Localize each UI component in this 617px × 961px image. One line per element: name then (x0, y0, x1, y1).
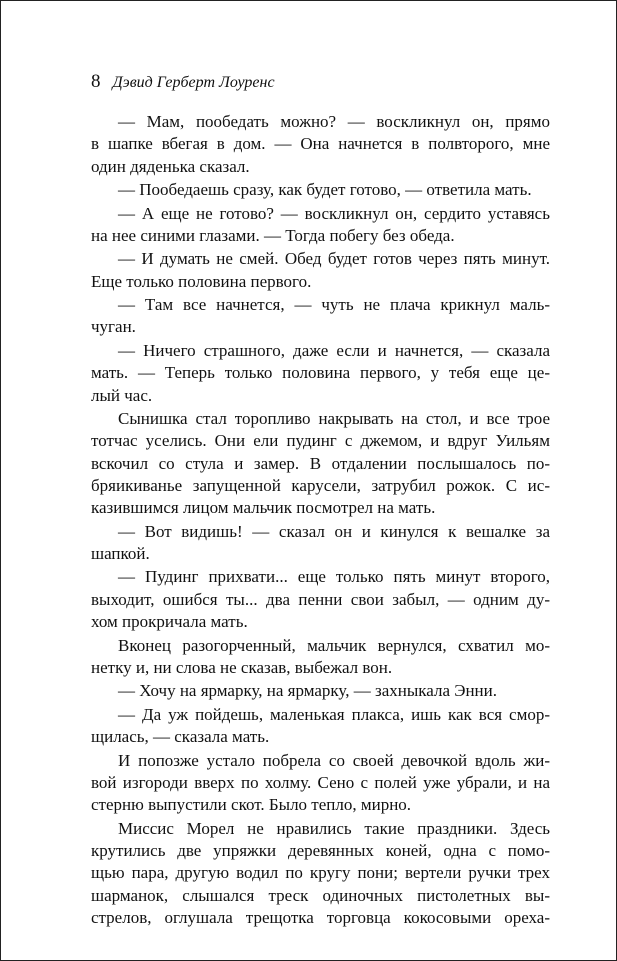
paragraph (91, 818, 550, 929)
paragraph (91, 340, 550, 407)
text-line: щилась, — сказала мать. (91, 727, 270, 747)
text-line: на нее синими глазами. — Тогда побегу без обеда. (91, 225, 455, 245)
paragraph (91, 750, 550, 817)
text-line: тотчас уселись. Они ели пудинг с джемом, и вдруг Уильям (91, 431, 550, 451)
paragraph (91, 179, 550, 201)
paragraph (91, 111, 550, 178)
text-line: — Хочу на ярмарку, на ярмарку, — захныкала Энни. (118, 681, 498, 701)
text-line: выходит, ошибся ты... два пенни свои забыл, — одним ду- (91, 589, 550, 609)
paragraph (91, 408, 550, 519)
text-line: чуган. (91, 317, 136, 337)
text-line: — Ничего страшного, даже если и начнется, — сказала (118, 340, 550, 360)
text-line: щью пара, другую водил по кругу пони; вертели ручки трех (91, 863, 550, 883)
text-line: один дяденька сказал. (91, 156, 250, 176)
text-line: Вконец разогорченный, мальчик вернулся, схватил мо- (118, 635, 550, 655)
text-line: — А еще не готово? — воскликнул он, сердито уставясь (118, 203, 550, 223)
text-line: мать. — Теперь только половина первого, у тебя еще це- (91, 363, 550, 383)
text-line: шапкой. (91, 543, 150, 563)
text-line: лый час. (91, 385, 153, 405)
text-line: Еще только половина первого. (91, 271, 312, 291)
text-line: казившимся лицом мальчик посмотрел на мать. (91, 498, 436, 518)
paragraph (91, 248, 550, 293)
paragraph (91, 566, 550, 633)
text-line: стерню выпустили скот. Было тепло, мирно. (91, 795, 412, 815)
running-head (91, 71, 275, 95)
text-line: — Мам, пообедать можно? — воскликнул он, прямо (118, 112, 550, 131)
text-line: — И думать не смей. Обед будет готов через пять минут. (118, 249, 550, 269)
paragraph (91, 635, 550, 680)
text-line: — Пообедаешь сразу, как будет готово, — ответила мать. (118, 180, 532, 200)
text-line: шарманок, слышался треск одиночных пистолетных вы- (91, 885, 550, 905)
text-line: в шапке вбегая в дом. — Она начнется в полвторого, мне (91, 134, 550, 154)
paragraph (91, 521, 550, 566)
text-line: нетку и, ни слова не сказав, выбежал вон. (91, 657, 393, 677)
page-number: 8 (91, 71, 101, 92)
text-line: стрелов, оглушала трещотка торговца кокосовыми ореха- (91, 907, 550, 927)
text-line: Сынишка стал торопливо накрывать на стол, и все трое (118, 408, 550, 428)
paragraph (91, 680, 550, 702)
text-line: Миссис Морел не нравились такие праздники. Здесь (118, 818, 550, 838)
text-body (91, 111, 550, 929)
text-line: — Вот видишь! — сказал он и кинулся к вешалке за (118, 521, 550, 541)
text-line: — Там все начнется, — чуть не плача крикнул маль- (118, 295, 550, 315)
paragraph (91, 203, 550, 248)
text-line: бряикиванье запущенной карусели, затрубил рожок. С ис- (91, 475, 550, 495)
paragraph (91, 294, 550, 339)
text-line: вскочил со стула и замер. В отдалении послышалось по- (91, 453, 550, 473)
text-line: — Да уж пойдешь, маленькая плакса, ишь как вся смор- (118, 704, 550, 724)
text-line: крутились две упряжки деревянных коней, одна с помо- (91, 840, 550, 860)
text-line: И попозже устало побрела со своей девочкой вдоль жи- (118, 750, 550, 770)
paragraph (91, 704, 550, 749)
text-line: хом прокричала мать. (91, 612, 248, 632)
text-line: вой изгороди вверх по холму. Сено с полей уже убрали, и на (91, 772, 550, 792)
text-line: — Пудинг прихвати... еще только пять минут второго, (118, 567, 550, 587)
author-name: Дэвид Герберт Лоуренс (112, 74, 275, 91)
